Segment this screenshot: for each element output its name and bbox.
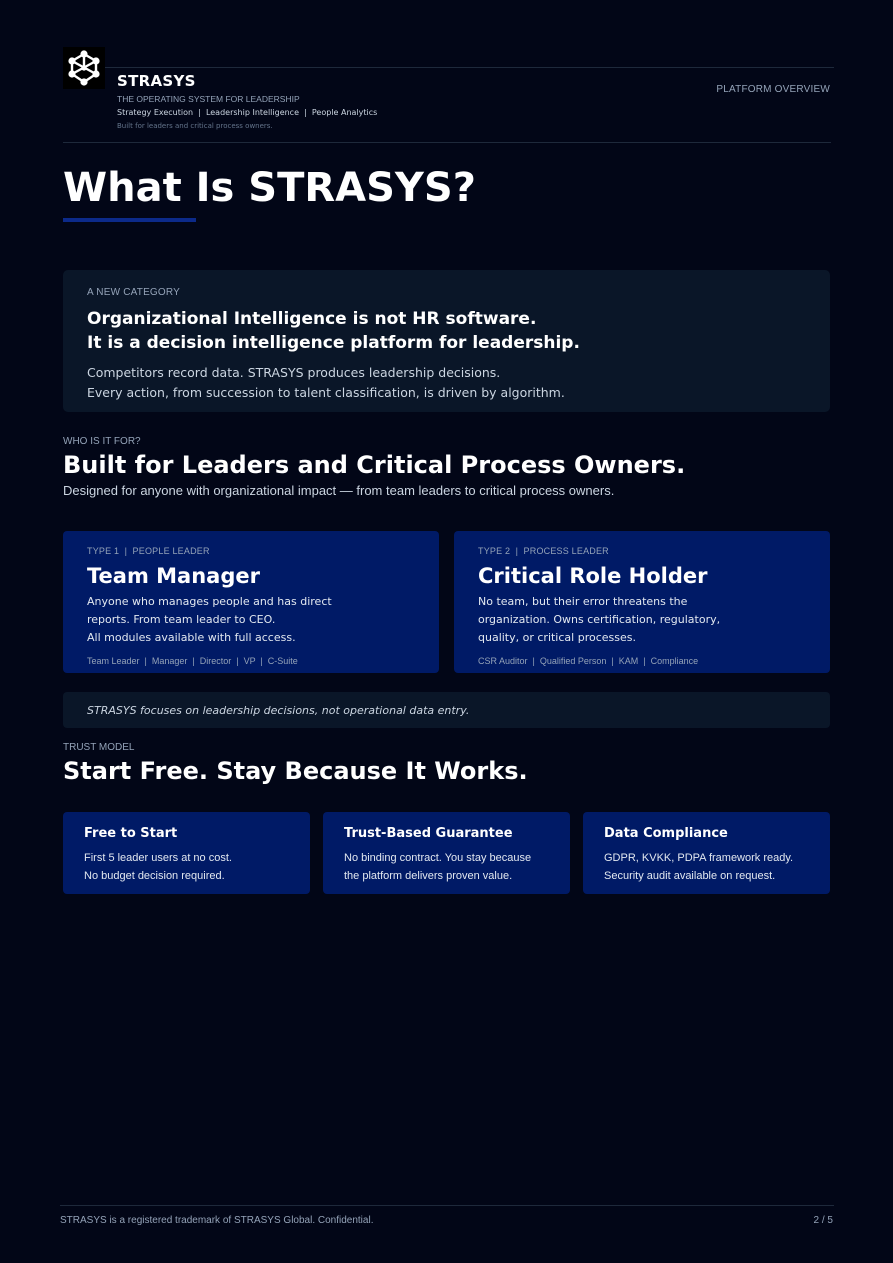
header-divider-top	[105, 67, 834, 68]
brand-built-for: Built for leaders and critical process owners.	[117, 122, 273, 130]
type-description-line: All modules available with full access.	[87, 631, 296, 644]
type-card-team-manager	[63, 531, 439, 673]
audience-subtitle: Designed for anyone with organizational impact — from team leaders to critical process owners.	[63, 483, 615, 498]
type-description-line: No team, but their error threatens the	[478, 595, 688, 608]
trust-card-body	[344, 849, 564, 885]
header-divider-bottom	[63, 142, 831, 143]
category-headline-line-1: Organizational Intelligence is not HR software.	[87, 309, 537, 329]
type-description	[478, 593, 778, 647]
trust-card-line: No budget decision required.	[84, 870, 225, 882]
trust-card-line: GDPR, KVKK, PDPA framework ready.	[604, 852, 794, 864]
type-roles: Team Leader | Manager | Director | VP | C-Suite	[87, 656, 298, 666]
trust-title: Start Free. Stay Because It Works.	[63, 757, 528, 785]
trust-card-guarantee	[323, 812, 570, 894]
focus-note-text: STRASYS focuses on leadership decisions, not operational data entry.	[87, 704, 470, 717]
focus-note	[63, 692, 830, 728]
category-headline-line-2: It is a decision intelligence platform for leadership.	[87, 333, 580, 353]
brand-name: STRASYS	[117, 72, 196, 90]
page-number: 2 / 5	[813, 1215, 833, 1226]
type-title: Critical Role Holder	[478, 564, 708, 588]
type-description-line: reports. From team leader to CEO.	[87, 613, 276, 626]
trust-label: TRUST MODEL	[63, 742, 135, 753]
type-description-line: quality, or critical processes.	[478, 631, 636, 644]
network-logo-icon	[63, 47, 105, 89]
footer-trademark: STRASYS is a registered trademark of STRASYS Global. Confidential.	[60, 1215, 374, 1226]
category-body	[87, 363, 565, 403]
trust-card-line: First 5 leader users at no cost.	[84, 852, 232, 864]
section-label: PLATFORM OVERVIEW	[716, 84, 830, 95]
category-headline	[87, 307, 580, 355]
category-card	[63, 270, 830, 412]
footer-divider	[60, 1205, 834, 1206]
type-kicker: TYPE 1 | PEOPLE LEADER	[87, 546, 210, 556]
type-card-critical-role-holder	[454, 531, 830, 673]
brand-pillars: Strategy Execution | Leadership Intelligence | People Analytics	[117, 108, 378, 117]
trust-card-title: Free to Start	[84, 826, 178, 841]
trust-card-free-to-start	[63, 812, 310, 894]
type-kicker: TYPE 2 | PROCESS LEADER	[478, 546, 609, 556]
audience-label: WHO IS IT FOR?	[63, 436, 141, 447]
page-title: What Is STRASYS?	[63, 165, 476, 211]
trust-card-line: the platform delivers proven value.	[344, 870, 513, 882]
trust-card-title: Data Compliance	[604, 826, 728, 841]
type-description-line: organization. Owns certification, regulatory,	[478, 613, 721, 626]
category-label: A NEW CATEGORY	[87, 287, 181, 298]
title-underline	[63, 218, 196, 222]
trust-card-body	[84, 849, 304, 885]
trust-card-line: No binding contract. You stay because	[344, 852, 532, 864]
trust-card-line: Security audit available on request.	[604, 870, 776, 882]
type-title: Team Manager	[87, 564, 260, 588]
type-description-line: Anyone who manages people and has direct	[87, 595, 332, 608]
audience-title: Built for Leaders and Critical Process Owners.	[63, 451, 686, 479]
type-roles: CSR Auditor | Qualified Person | KAM | Compliance	[478, 656, 699, 666]
trust-card-body	[604, 849, 824, 885]
type-description	[87, 593, 387, 647]
category-body-line-2: Every action, from succession to talent classification, is driven by algorithm.	[87, 385, 565, 400]
category-body-line-1: Competitors record data. STRASYS produces leadership decisions.	[87, 365, 501, 380]
brand-tagline: THE OPERATING SYSTEM FOR LEADERSHIP	[117, 94, 300, 104]
trust-card-data-compliance	[583, 812, 830, 894]
trust-card-title: Trust-Based Guarantee	[344, 826, 513, 841]
